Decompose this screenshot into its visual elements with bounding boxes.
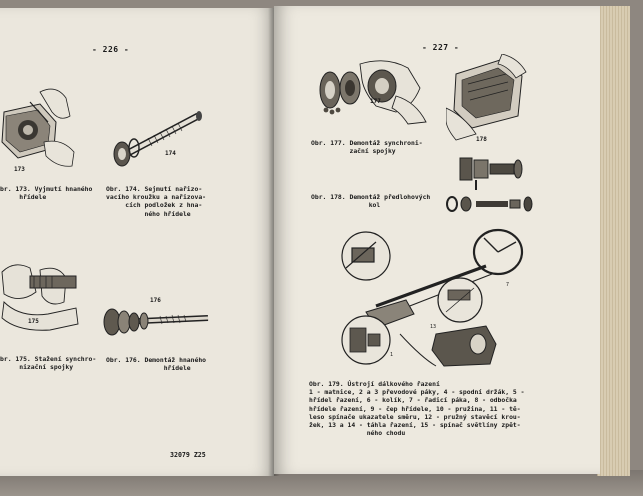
page-number: - 227 - <box>422 43 460 52</box>
svg-text:13: 13 <box>430 324 437 330</box>
figure-178-number: 178 <box>476 136 487 143</box>
shaft-with-ring-illustration <box>108 106 206 172</box>
svg-text:7: 7 <box>506 282 510 288</box>
figure-178-caption: Obr. 178. Demontáž předlohových kol <box>311 193 431 210</box>
page-edges <box>597 6 630 476</box>
page-footer: 32079 Z25 <box>170 451 206 459</box>
left-page <box>0 8 274 476</box>
figure-174-caption: Obr. 174. Sejmutí nařizo- vacího kroužku a nařizova- cích podložek z hna- ného hřídele <box>106 185 207 218</box>
figure-177-number: 177 <box>370 98 381 105</box>
right-page <box>274 6 600 474</box>
figure-175-number: 175 <box>28 318 39 325</box>
synchronizer-removal-illustration <box>0 258 86 334</box>
gearbox-housing-illustration <box>0 82 80 170</box>
synchronizer-clutch-illustration <box>316 56 432 126</box>
small-parts-row-illustration <box>444 194 536 214</box>
figure-173-number: 173 <box>14 166 25 173</box>
driven-shaft-illustration <box>100 306 212 340</box>
figure-176-number: 176 <box>150 297 161 304</box>
figure-175-caption: br. 175. Stažení synchro- nizační spojky <box>0 355 97 372</box>
figure-179-caption: Obr. 179. Ústrojí dálkového řazení 1 - matnice, 2 a 3 převodové páky, 4 - spodní držák, 5 - hřídel řazení, 6 - kolík, 7 - řadicí páka, 8 - odbočka hřídele řazení, 9 - čep hřídele, 10 - pružina, 11 - tě- leso spínače ukazatele směru, 12 - pružný stavěcí krou- žek, 13 a 14 - táhla řazení, 15 - spínač světlíny zpět- ného chodu <box>309 380 525 438</box>
figure-177-caption: Obr. 177. Demontáž synchroni- zační spojky <box>311 139 423 156</box>
figure-176-caption: Obr. 176. Demontáž hnaného hřídele <box>106 356 207 373</box>
remote-shift-mechanism-illustration <box>336 216 586 376</box>
page-number: - 226 - <box>92 45 130 54</box>
countershaft-gears-illustration <box>446 54 530 142</box>
figure-173-caption: br. 173. Vyjmutí hnaného hřídele <box>0 185 93 202</box>
svg-text:1: 1 <box>390 352 394 358</box>
gear-shaft-parts-illustration <box>456 152 528 192</box>
figure-174-number: 174 <box>165 150 176 157</box>
